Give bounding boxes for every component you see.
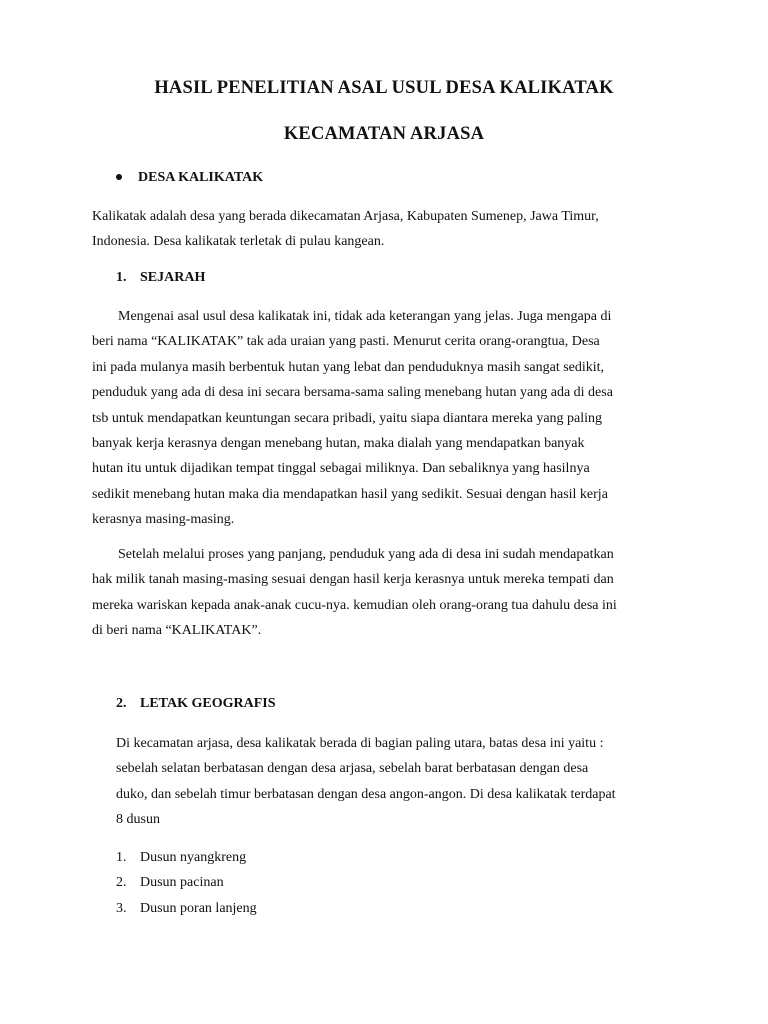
text-line: Di kecamatan arjasa, desa kalikatak berada di bagian paling utara, batas desa ini yaitu : [116,736,604,751]
dusun-list [116,845,257,921]
text-line: tsb untuk mendapatkan keuntungan secara pribadi, yaitu siapa diantara mereka yang paling [92,410,603,426]
text-line: mereka wariskan kepada anak-anak cucu-nya. kemudian oleh orang-orang tua dahulu desa ini [92,597,617,613]
sejarah-paragraph-2 [92,542,682,644]
list-item-text: Dusun poran lanjeng [140,900,257,916]
text-line: sedikit menebang hutan maka dia mendapatkan hasil yang sedikit. Sesuai dengan hasil kerja [92,486,608,502]
text-line: di beri nama “KALIKATAK”. [92,623,262,639]
text-line: ini pada mulanya masih berbentuk hutan yang lebat dan penduduknya masih sangat sedikit, [92,359,605,375]
section-heading-sejarah [116,270,205,286]
text-line: beri nama “KALIKATAK” tak ada uraian yang pasti. Menurut cerita orang-orangtua, Desa [92,334,600,350]
list-item-text: Dusun pacinan [140,875,224,891]
list-item-number: 3. [116,900,127,916]
text-line: Kalikatak adalah desa yang berada dikecamatan Arjasa, Kabupaten Sumenep, Jawa Timur, [92,209,599,224]
text-line: hak milik tanah masing-masing sesuai dengan hasil kerja kerasnya untuk mereka tempati dan [92,572,614,588]
sejarah-paragraph-1 [92,304,682,533]
text-line: 8 dusun [116,812,160,828]
bullet-icon [116,174,122,180]
text-line: kerasnya masing-masing. [92,512,235,528]
list-item-number: 1. [116,850,127,865]
list-item-number: 2. [116,875,127,891]
text-line: sebelah selatan berbatasan dengan desa arjasa, sebelah barat berbatasan dengan desa [116,761,589,777]
text-line: Mengenai asal usul desa kalikatak ini, tidak ada keterangan yang jelas. Juga mengapa di [118,309,612,324]
text-line: Setelah melalui proses yang panjang, penduduk yang ada di desa ini sudah mendapatkan [118,547,614,562]
list-item [116,896,257,921]
text-line: Indonesia. Desa kalikatak terletak di pulau kangean. [92,234,385,250]
document-title-line1: HASIL PENELITIAN ASAL USUL DESA KALIKATAK [154,78,614,98]
list-item-text: Dusun nyangkreng [140,850,247,865]
section-heading-letak-geografis [116,696,276,712]
list-item [116,845,257,870]
geografis-paragraph [116,731,682,833]
text-line: hutan itu untuk dijadikan tempat tinggal sebagai miliknya. Dan sebaliknya yang hasilnya [92,461,590,477]
bullet-heading-text: DESA KALIKATAK [138,170,264,185]
text-line: penduduk yang ada di desa ini secara bersama-sama saling menebang hutan yang ada di desa [92,385,613,401]
section-heading-text: LETAK GEOGRAFIS [140,696,276,711]
section-number: 1. [116,270,127,285]
document-title-line2: KECAMATAN ARJASA [283,124,485,144]
intro-paragraph [92,204,682,255]
text-line: duko, dan sebelah timur berbatasan dengan desa angon-angon. Di desa kalikatak terdapat [116,786,616,802]
text-line: banyak kerja kerasnya dengan menebang hutan, maka dialah yang mendapatkan banyak [92,436,585,452]
list-item [116,870,257,895]
section-heading-text: SEJARAH [140,270,206,285]
section-number: 2. [116,696,127,711]
bullet-heading [116,170,263,186]
